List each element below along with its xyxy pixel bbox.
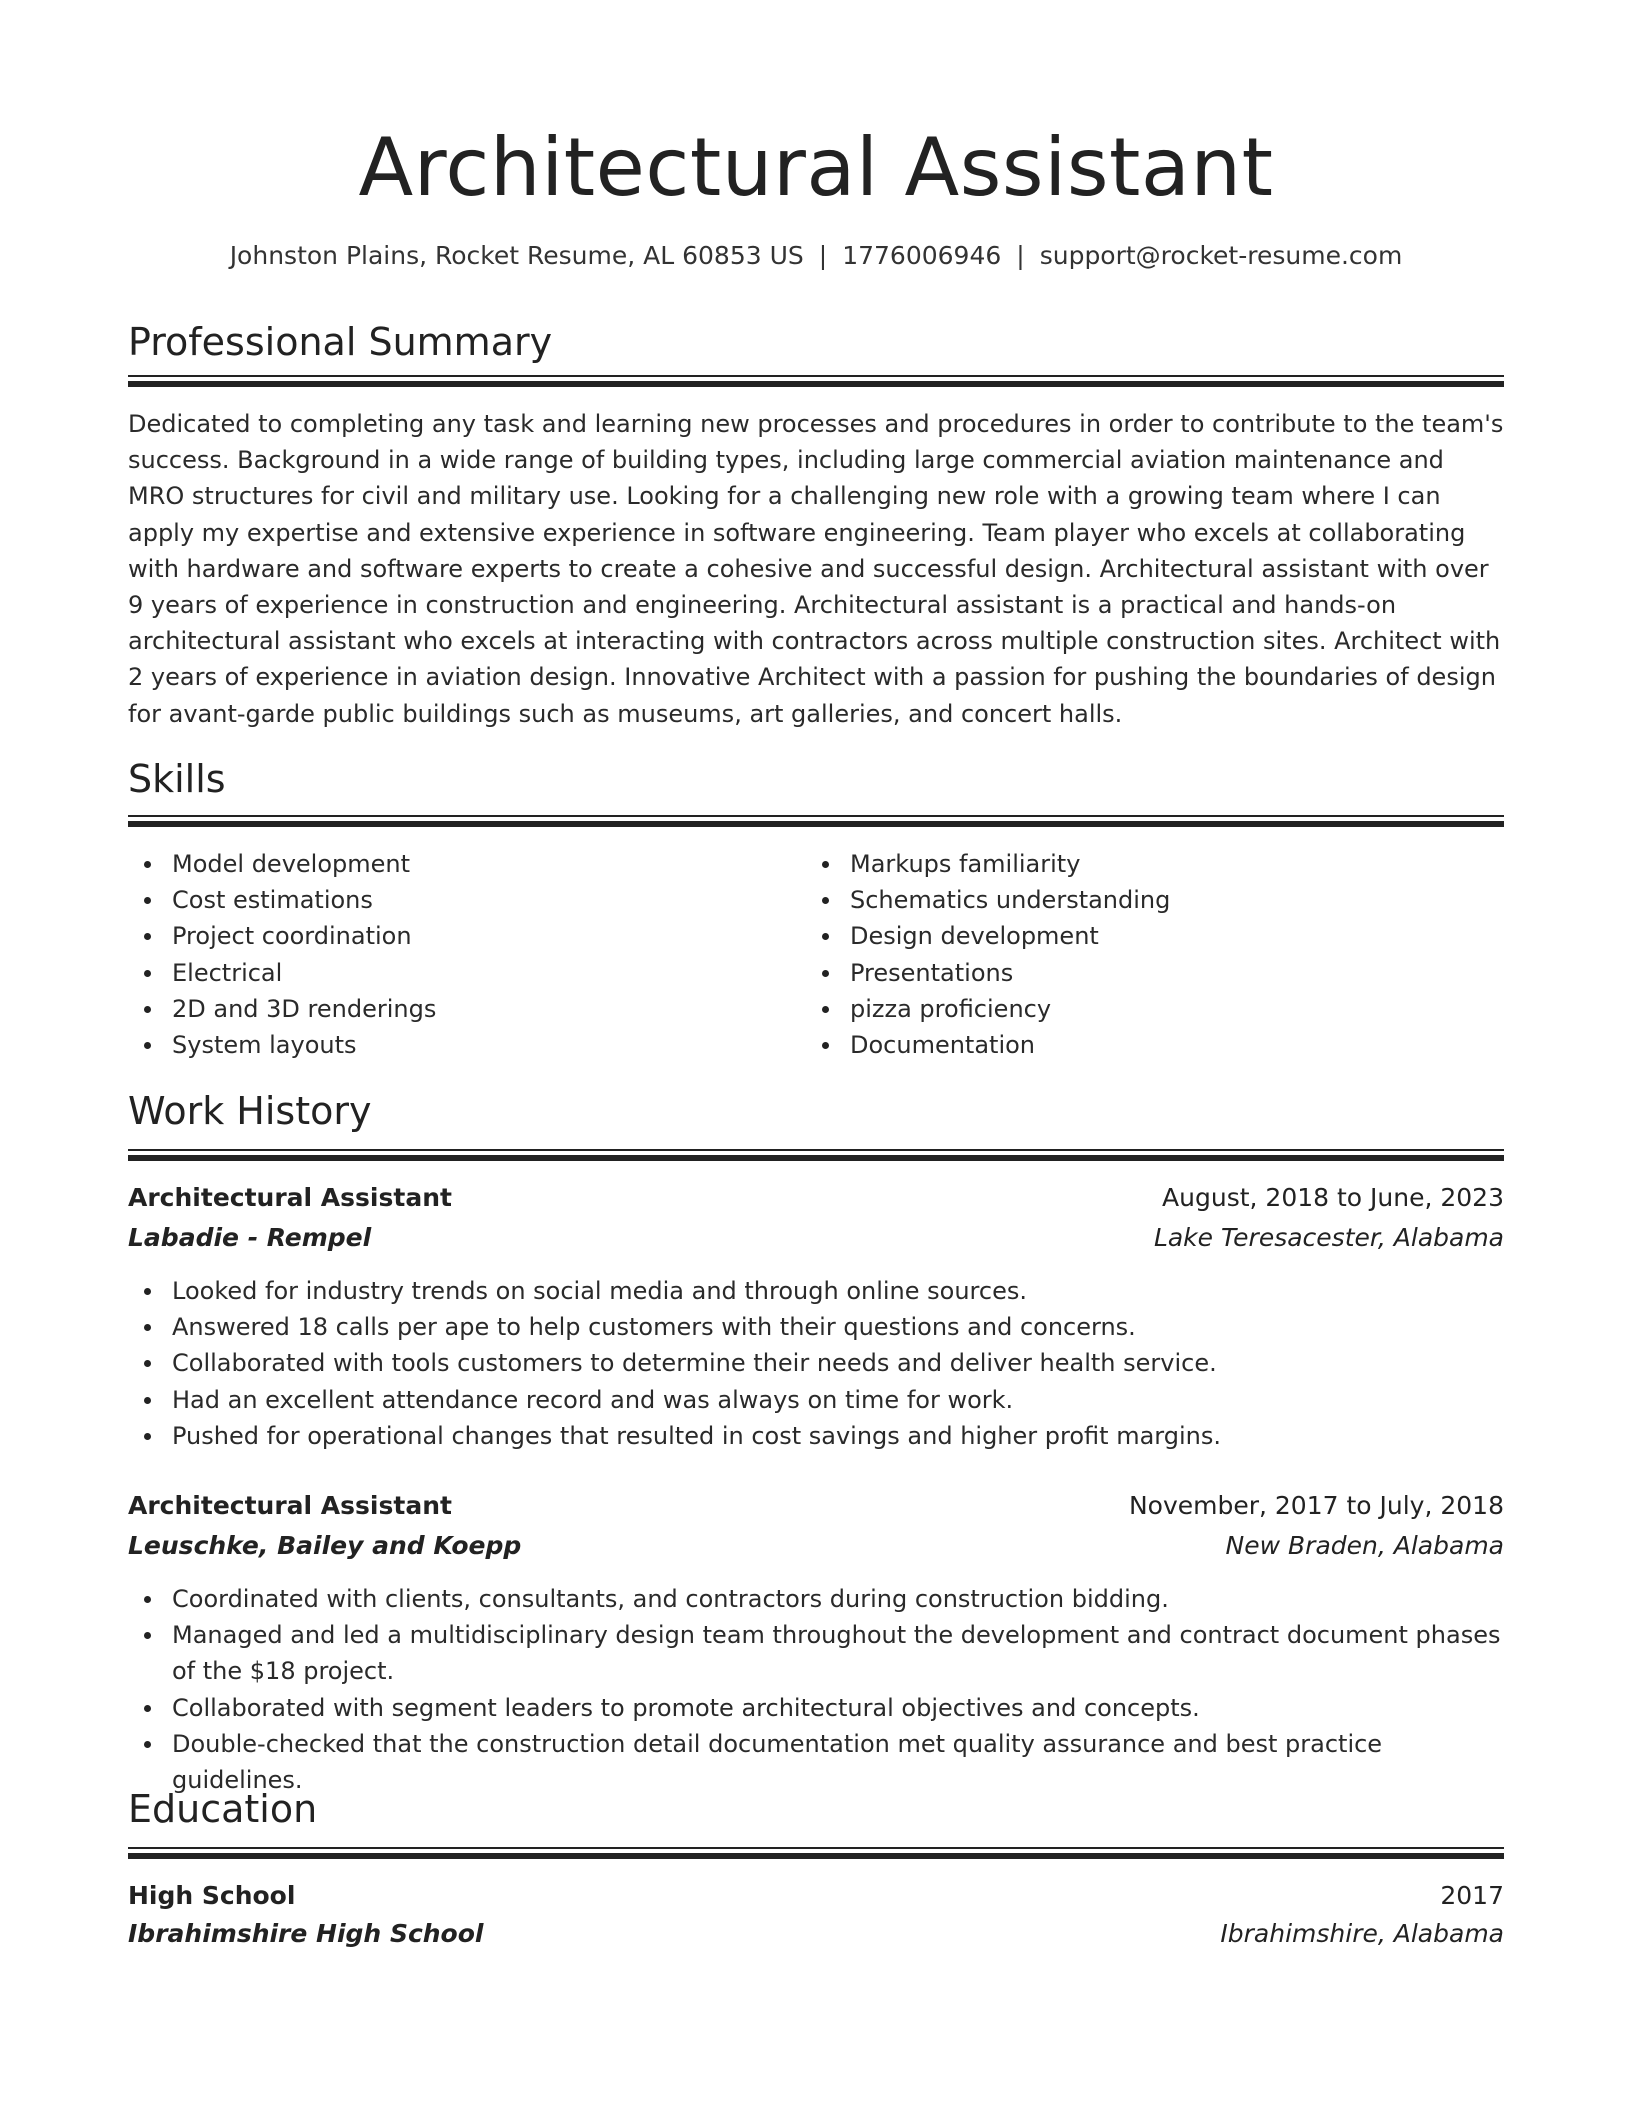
skill-item: Presentations [806, 955, 1466, 991]
section-divider [128, 1847, 1504, 1859]
section-title-summary: Professional Summary [128, 320, 553, 364]
section-title-education: Education [128, 1787, 318, 1831]
education-school: Ibrahimshire High School [128, 1919, 484, 1948]
skill-item: Design development [806, 918, 1466, 954]
contact-line [128, 238, 1504, 274]
skill-item: Cost estimations [128, 882, 788, 918]
summary-text: Dedicated to completing any task and learning new processes and procedures in order to contribute to the team's success. Background in a wide range of building types, including large commercial aviation maintenance and MRO structures for civil and military use. Looking for a challenging new role with a growing team where I can apply my expertise and extensive experience in software engineering. Team player who excels at collaborating with hardware and software experts to create a cohesive and successful design. Architectural assistant with over 9 years of experience in construction and engineering. Architectural assistant is a practical and hands-on architectural assistant who excels at interacting with contractors across multiple construction sites. Architect with 2 years of experience in aviation design. Innovative Architect with a passion for pushing the boundaries of design for avant-garde public buildings such as museums, art galleries, and concert halls. [128, 410, 1504, 728]
section-title-skills: Skills [128, 757, 226, 801]
skill-item: Project coordination [128, 918, 788, 954]
skill-item: Electrical [128, 955, 788, 991]
job-duty-item: Coordinated with clients, consultants, and contractors during construction bidding. [128, 1581, 1504, 1617]
job-duty-item: Collaborated with tools customers to determine their needs and deliver health service. [128, 1345, 1504, 1381]
contact-email: support@rocket-resume.com [1039, 241, 1403, 270]
job-dates: November, 2017 to July, 2018 [1128, 1491, 1504, 1520]
job-duty-item: Collaborated with segment leaders to promote architectural objectives and concepts. [128, 1690, 1504, 1726]
job-duty-item: Had an excellent attendance record and was always on time for work. [128, 1382, 1504, 1418]
contact-separator: | [1016, 241, 1025, 270]
job-title: Architectural Assistant [128, 1183, 452, 1212]
contact-phone: 1776006946 [842, 241, 1002, 270]
skill-item: Documentation [806, 1027, 1466, 1063]
skill-item: Markups familiarity [806, 846, 1466, 882]
job-title: Architectural Assistant [128, 1491, 452, 1520]
education-degree: High School [128, 1881, 296, 1910]
job-location: Lake Teresacester, Alabama [1153, 1223, 1504, 1252]
job-duty-item: Looked for industry trends on social media and through online sources. [128, 1273, 1504, 1309]
candidate-name: Architectural Assistant [358, 121, 1274, 214]
job-duty-item: Pushed for operational changes that resulted in cost savings and higher profit margins. [128, 1418, 1504, 1454]
contact-address: Johnston Plains, Rocket Resume, AL 60853 US [229, 241, 804, 270]
skills-column-left [128, 846, 788, 1063]
contact-separator: | [818, 241, 828, 270]
job-duty-item: Answered 18 calls per ape to help customers with their questions and concerns. [128, 1309, 1504, 1345]
job-duty-item: Managed and led a multidisciplinary design team throughout the development and contract document phases of the $18 project. [128, 1617, 1504, 1689]
job-company: Labadie - Rempel [128, 1223, 372, 1252]
skill-item: pizza proficiency [806, 991, 1466, 1027]
education-location: Ibrahimshire, Alabama [1220, 1919, 1504, 1948]
skills-column-right [806, 846, 1466, 1063]
job-company: Leuschke, Bailey and Koepp [128, 1531, 522, 1560]
job-duties [128, 1581, 1504, 1798]
skill-item: System layouts [128, 1027, 788, 1063]
section-divider [128, 375, 1504, 387]
job-duty-item: Double-checked that the construction detail documentation met quality assurance and best practice guidelines. [128, 1726, 1504, 1798]
job-location: New Braden, Alabama [1225, 1531, 1504, 1560]
section-divider [128, 815, 1504, 827]
job-dates: August, 2018 to June, 2023 [1162, 1183, 1504, 1212]
education-year: 2017 [1440, 1881, 1504, 1910]
section-divider [128, 1149, 1504, 1161]
section-title-work-history: Work History [128, 1089, 372, 1133]
skill-item: Schematics understanding [806, 882, 1466, 918]
skill-item: 2D and 3D renderings [128, 991, 788, 1027]
job-duties [128, 1273, 1504, 1454]
skill-item: Model development [128, 846, 788, 882]
